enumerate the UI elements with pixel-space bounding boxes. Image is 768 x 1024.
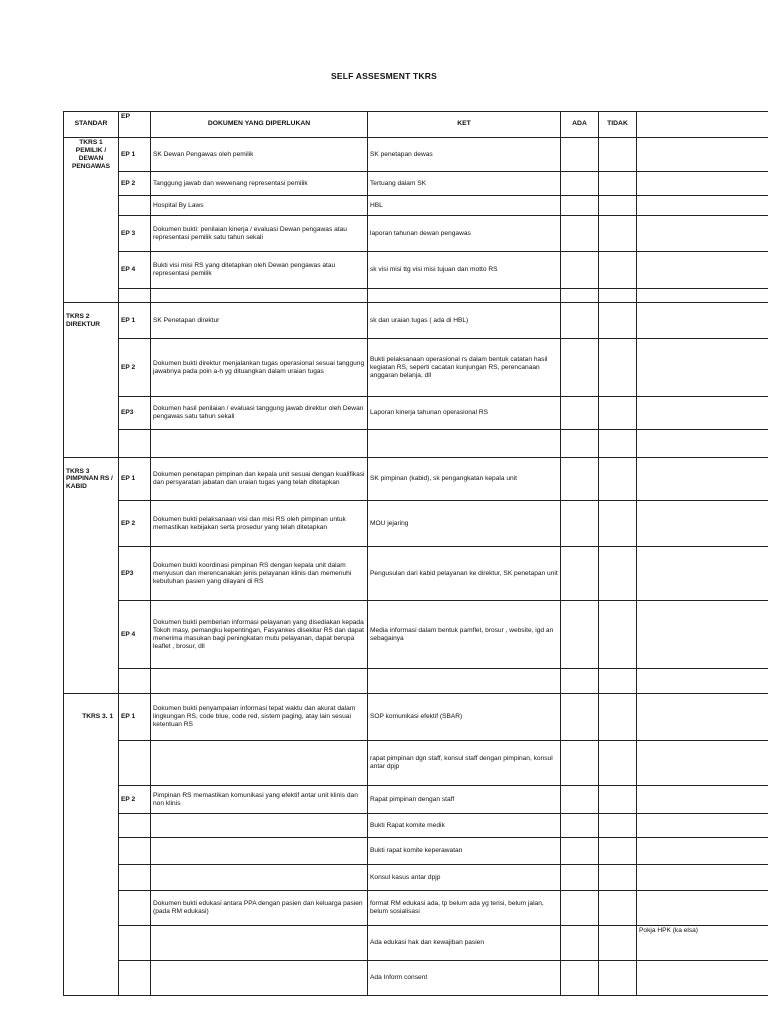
standar-cell [64,601,119,669]
table-row [64,838,768,865]
extra-cell [637,252,768,289]
ep-cell: EP 2 [119,172,151,196]
dokumen-cell: Dokumen bukti pelaksanaan visi dan misi RS oleh pimpinan untuk memastikan kebijakan serta prosedur yang telah ditetapkan [151,501,368,547]
extra-cell [637,216,768,252]
extra-cell [637,865,768,891]
ket-cell: SOP komunikasi efektif (SBAR) [368,694,561,741]
extra-cell [637,501,768,547]
tidak-cell [599,601,637,669]
dokumen-cell: Bukti visi misi RS yang ditetapkan oleh Dewan pengawas atau representasi pemilik [151,252,368,289]
standar-cell [64,339,119,397]
dokumen-cell: Dokumen bukti edukasi antara PPA dengan pasien dan keluarga pasien (pada RM edukasi) [151,891,368,926]
ket-cell: sk dan uraian tugas ( ada di HBL) [368,303,561,339]
table-row [64,926,768,961]
standar-cell: TKRS 3. 1 [64,694,119,741]
ep-cell [119,814,151,838]
standar-cell [64,814,119,838]
dokumen-cell: Dokumen bukti koordinasi pimpinan RS dengan kepala unit dalam menyusun dan merencanakan jenis pelayanan klinis dan memenuhi kebutuhan pasien yang dilayani di RS [151,547,368,601]
extra-cell [637,669,768,694]
table-row [64,196,768,216]
standar-cell [64,547,119,601]
standar-cell [64,216,119,252]
ep-cell: EP 2 [119,339,151,397]
ket-cell: Tertuang dalam SK [368,172,561,196]
table-row [64,430,768,458]
tidak-cell [599,547,637,601]
ada-cell [561,865,599,891]
ada-cell [561,961,599,996]
ada-cell [561,458,599,501]
table-row [64,138,768,172]
tidak-cell [599,397,637,430]
ket-cell: HBL [368,196,561,216]
ket-cell: sk visi misi ttg visi misi tujuan dan motto RS [368,252,561,289]
ket-cell: Media informasi dalam bentuk pamflet, brosur , website, igd an sebagainya [368,601,561,669]
ket-cell: Laporan kinerja tahunan operasional RS [368,397,561,430]
ket-cell: laporan tahunan dewan pengawas [368,216,561,252]
tidak-cell [599,138,637,172]
extra-cell [637,601,768,669]
ep-cell: EP 1 [119,138,151,172]
ada-cell [561,397,599,430]
extra-cell [637,339,768,397]
ket-cell [368,289,561,303]
tidak-cell [599,216,637,252]
standar-cell: TKRS 2 DIREKTUR [64,303,119,339]
ada-cell [561,196,599,216]
dokumen-cell: Dokumen bukti direktur menjalankan tugas operasional sesuai tanggung jawabnya pada poin a-h yg dituangkan dalam uraian tugas [151,339,368,397]
ada-cell [561,814,599,838]
dokumen-cell [151,865,368,891]
extra-cell [637,694,768,741]
ep-cell: EP 1 [119,458,151,501]
ada-cell [561,891,599,926]
ket-cell: rapat pimpinan dgn staff, konsul staff dengan pimpinan, konsul antar dpjp [368,741,561,786]
ket-cell [368,430,561,458]
ep-cell: EP 1 [119,694,151,741]
table-row [64,289,768,303]
page-title: SELF ASSESMENT TKRS [331,71,437,81]
ket-cell: Rapat pimpinan dengan staff [368,786,561,814]
table-row [64,216,768,252]
ep-cell [119,926,151,961]
table-row [64,172,768,196]
extra-cell [637,196,768,216]
extra-cell [637,397,768,430]
standar-cell [64,961,119,996]
dokumen-cell [151,430,368,458]
ket-cell: Ada edukasi hak dan kewajiban pasien [368,926,561,961]
dokumen-cell: Dokumen bukti: penilaian kinerja / evaluasi Dewan pengawas atau representasi pemilik satu tahun sekali [151,216,368,252]
extra-cell [637,961,768,996]
tidak-cell [599,786,637,814]
tidak-cell [599,501,637,547]
header-tidak: TIDAK [599,112,637,138]
ket-cell: Bukti Rapat komite medik [368,814,561,838]
header-ket: KET [368,112,561,138]
tidak-cell [599,172,637,196]
tidak-cell [599,865,637,891]
ep-cell [119,196,151,216]
ket-cell: Konsul kasus antar dpjp [368,865,561,891]
dokumen-cell [151,961,368,996]
extra-cell [637,814,768,838]
tidak-cell [599,339,637,397]
table-row [64,601,768,669]
ep-cell: EP 3 [119,216,151,252]
ada-cell [561,501,599,547]
ep-cell [119,669,151,694]
ada-cell [561,289,599,303]
extra-cell [637,547,768,601]
table-row [64,669,768,694]
table-row [64,458,768,501]
standar-cell [64,172,119,196]
ep-cell: EP3 [119,397,151,430]
tidak-cell [599,741,637,786]
ep-cell: EP 4 [119,252,151,289]
standar-cell [64,838,119,865]
header-extra [637,112,768,138]
table-row [64,741,768,786]
ket-cell: Ada Inform consent [368,961,561,996]
ket-cell: SK pimpinan (kabid), sk pengangkatan kepala unit [368,458,561,501]
table-row [64,252,768,289]
dokumen-cell [151,814,368,838]
tidak-cell [599,926,637,961]
table-row [64,339,768,397]
ket-cell: MOU jejaring [368,501,561,547]
header-row [64,112,768,138]
ada-cell [561,694,599,741]
standar-cell [64,741,119,786]
table-row [64,865,768,891]
ep-cell: EP 4 [119,601,151,669]
dokumen-cell: SK Dewan Pengawas oleh pemilik [151,138,368,172]
standar-cell [64,397,119,430]
standar-cell [64,891,119,926]
ada-cell [561,838,599,865]
ada-cell [561,430,599,458]
ada-cell [561,138,599,172]
header-ada: ADA [561,112,599,138]
extra-cell [637,138,768,172]
ep-cell [119,289,151,303]
standar-cell [64,926,119,961]
standar-cell [64,786,119,814]
ada-cell [561,303,599,339]
table-row [64,814,768,838]
tidak-cell [599,669,637,694]
standar-cell: TKRS 1 PEMILIK / DEWAN PENGAWAS [64,138,119,172]
extra-cell [637,172,768,196]
table-row [64,694,768,741]
dokumen-cell: Dokumen penetapan pimpinan dan kepala unit sesuai dengan kualifikasi dan persyaratan jabatan dan uraian tugas yang telah ditetapkan [151,458,368,501]
ep-cell [119,838,151,865]
extra-cell [637,891,768,926]
ada-cell [561,172,599,196]
assessment-table [63,111,768,996]
extra-cell [637,289,768,303]
extra-cell [637,926,768,961]
tidak-cell [599,430,637,458]
extra-cell [637,303,768,339]
ada-cell [561,339,599,397]
table-row [64,397,768,430]
extra-note: Pokja HPK (ka elsa) [639,927,698,935]
table-row [64,786,768,814]
dokumen-cell [151,926,368,961]
ep-cell [119,891,151,926]
standar-cell [64,865,119,891]
ada-cell [561,786,599,814]
dokumen-cell: Tanggung jawab dan wewenang representasi pemilik [151,172,368,196]
tidak-cell [599,694,637,741]
tidak-cell [599,252,637,289]
ada-cell [561,926,599,961]
tidak-cell [599,838,637,865]
ada-cell [561,741,599,786]
dokumen-cell [151,669,368,694]
ep-cell: EP3 [119,547,151,601]
dokumen-cell: Pimpinan RS memastikan komunikasi yang efektif antar unit klinis dan non klinis [151,786,368,814]
ket-cell: Bukti rapat komite keperawatan [368,838,561,865]
standar-cell [64,430,119,458]
ada-cell [561,216,599,252]
extra-cell [637,430,768,458]
ep-cell [119,430,151,458]
table-row [64,961,768,996]
extra-cell [637,786,768,814]
dokumen-cell: Hospital By Laws [151,196,368,216]
table-row [64,547,768,601]
table-body [64,138,768,996]
ket-cell: Bukti pelaksanaan operasional rs dalam bentuk catatan hasil kegiatan RS, seperti cacatan kunjungan RS, perencanaan anggaran belanja, dll [368,339,561,397]
table-row [64,891,768,926]
ada-cell [561,601,599,669]
table-row [64,501,768,547]
ep-cell [119,961,151,996]
dokumen-cell: Dokumen bukti penyampaian informasi tepat waktu dan akurat dalam lingkungan RS, code blue, code red, sistem paging, atay lain sesuai ketentuan RS [151,694,368,741]
header-dokumen: DOKUMEN YANG DIPERLUKAN [151,112,368,138]
ep-cell [119,865,151,891]
tidak-cell [599,196,637,216]
tidak-cell [599,814,637,838]
ep-cell: EP 1 [119,303,151,339]
dokumen-cell: Dokumen hasil penilaian / evaluasi tanggung jawab direktur oleh Dewan pengawas satu tahun sekali [151,397,368,430]
standar-cell [64,501,119,547]
header-ep: EP [119,112,151,138]
ep-cell [119,741,151,786]
dokumen-cell [151,289,368,303]
dokumen-cell: SK Penetapan direktur [151,303,368,339]
ket-cell: format RM edukasi ada, tp belum ada yg terisi, belum jalan, belum sosialisasi [368,891,561,926]
standar-cell: TKRS 3 PIMPINAN RS / KABID [64,458,119,501]
ket-cell: SK penetapan dewas [368,138,561,172]
ada-cell [561,669,599,694]
tidak-cell [599,458,637,501]
table-row [64,303,768,339]
dokumen-cell [151,741,368,786]
ep-cell: EP 2 [119,786,151,814]
tidak-cell [599,289,637,303]
header-standar: STANDAR [64,112,119,138]
ep-cell: EP 2 [119,501,151,547]
extra-cell [637,838,768,865]
ket-cell [368,669,561,694]
ada-cell [561,547,599,601]
extra-cell [637,741,768,786]
ket-cell: Pengusulan dari kabid pelayanan ke direktur, SK penetapan unit [368,547,561,601]
standar-cell [64,669,119,694]
standar-cell [64,196,119,216]
standar-cell [64,252,119,289]
standar-cell [64,289,119,303]
tidak-cell [599,303,637,339]
tidak-cell [599,961,637,996]
extra-cell [637,458,768,501]
tidak-cell [599,891,637,926]
dokumen-cell: Dokumen bukti pemberian informasi pelayanan yang disediakan kepada Tokoh masy, pemangku kepentingan, Fasyankes disekitar RS dan dapat menerima masukan bagi peningkatan mutu pelayanan, dapat berupa leaflet , brosur, dll [151,601,368,669]
ada-cell [561,252,599,289]
dokumen-cell [151,838,368,865]
